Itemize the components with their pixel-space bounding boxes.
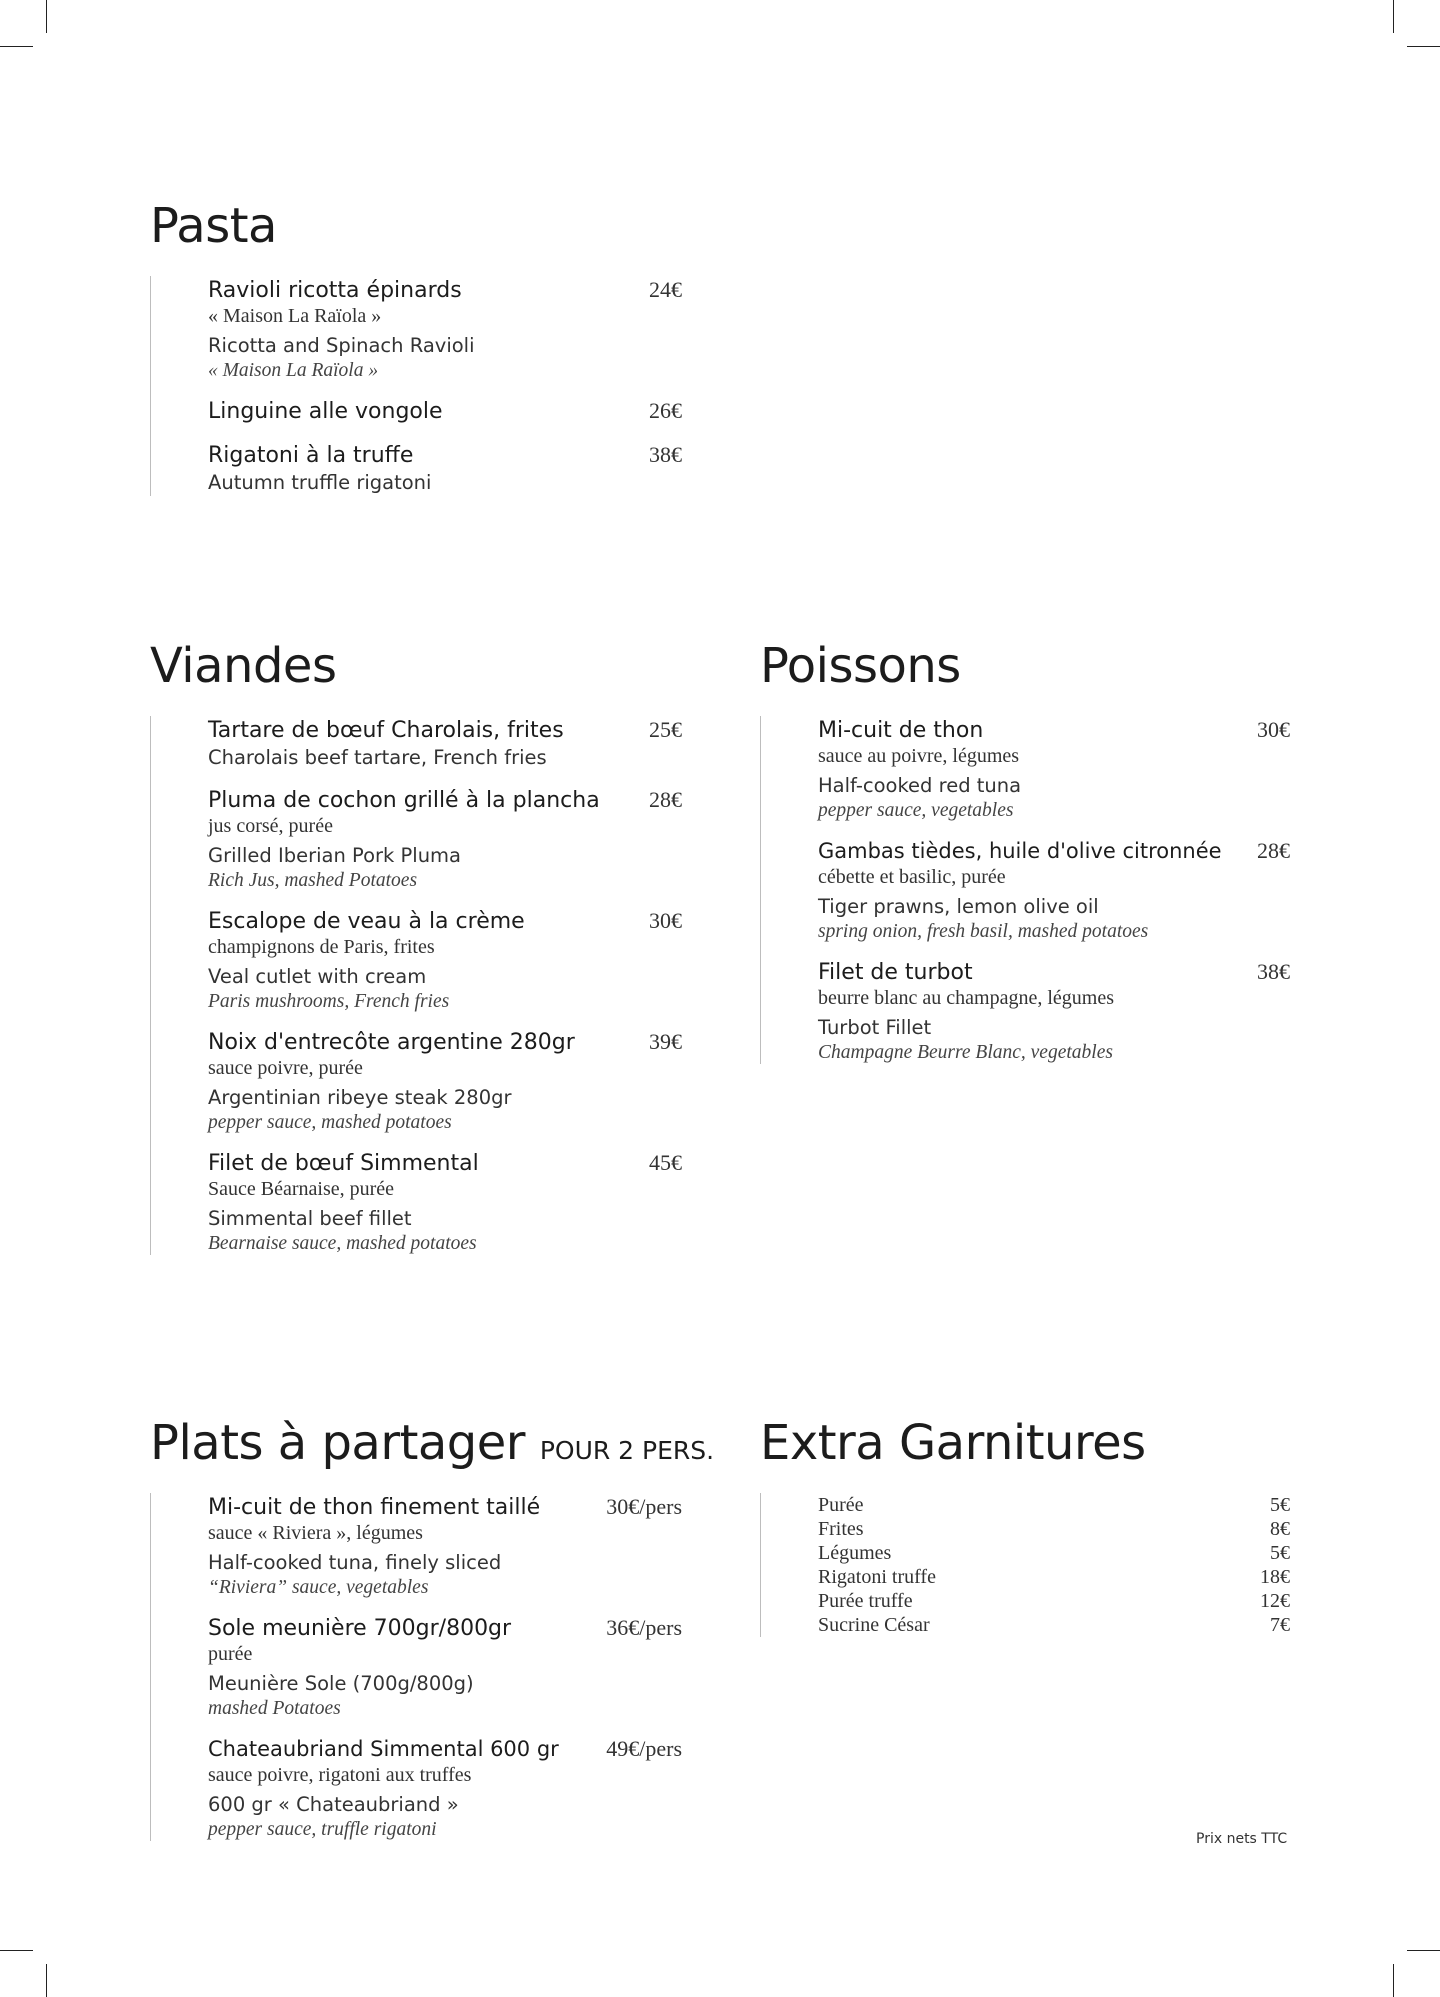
dish-description-english: “Riviera” sauce, vegetables xyxy=(208,1577,429,1598)
extras-list xyxy=(760,1493,1290,1637)
dish-name-english: Half-cooked tuna, finely sliced xyxy=(208,1551,502,1574)
extra-item xyxy=(818,1541,1290,1565)
section-extra-garnitures xyxy=(760,1415,1290,1637)
dish-description-english: pepper sauce, truffle rigatoni xyxy=(208,1819,437,1840)
extra-price: 5€ xyxy=(1270,1494,1290,1516)
section-poissons xyxy=(760,638,1290,1064)
menu-item xyxy=(818,837,1290,943)
dish-name: Mi-cuit de thon xyxy=(818,718,984,743)
dish-price: 26€ xyxy=(649,398,682,423)
menu-item xyxy=(818,716,1290,822)
extra-name: Rigatoni truffe xyxy=(818,1566,936,1588)
section-title: Poissons xyxy=(760,638,961,694)
dish-name-english: Argentinian ribeye steak 280gr xyxy=(208,1086,512,1109)
crop-mark xyxy=(1393,0,1394,33)
dish-name-english: Tiger prawns, lemon olive oil xyxy=(818,895,1099,918)
dish-description-english: pepper sauce, vegetables xyxy=(818,800,1014,821)
menu-item xyxy=(208,1735,682,1841)
dish-name: Gambas tièdes, huile d'olive citronnée xyxy=(818,839,1222,863)
menu-item xyxy=(208,397,682,426)
dish-price: 30€ xyxy=(649,908,682,933)
section-title xyxy=(150,1415,715,1471)
extra-name: Purée xyxy=(818,1494,864,1516)
dish-name: Chateaubriand Simmental 600 gr xyxy=(208,1737,559,1761)
extra-price: 5€ xyxy=(1270,1542,1290,1564)
dish-name-english: Charolais beef tartare, French fries xyxy=(208,746,547,769)
dish-description: purée xyxy=(208,1643,253,1665)
section-title-suffix: POUR 2 PERS. xyxy=(539,1436,715,1465)
menu-item xyxy=(208,1028,682,1134)
dish-price: 36€/pers xyxy=(606,1615,682,1640)
dish-description: Sauce Béarnaise, purée xyxy=(208,1178,395,1200)
dish-price: 30€ xyxy=(1257,717,1290,742)
dish-name-english: Grilled Iberian Pork Pluma xyxy=(208,844,462,867)
dish-description-english: « Maison La Raïola » xyxy=(208,360,379,381)
dish-description: beurre blanc au champagne, légumes xyxy=(818,987,1114,1009)
dish-name: Filet de bœuf Simmental xyxy=(208,1151,479,1176)
dish-name: Filet de turbot xyxy=(818,960,973,985)
extra-price: 18€ xyxy=(1260,1566,1290,1588)
section-pasta xyxy=(150,198,682,496)
dish-name: Rigatoni à la truffe xyxy=(208,443,414,468)
dish-price: 28€ xyxy=(1257,838,1290,863)
crop-mark xyxy=(1407,46,1440,47)
extra-item xyxy=(818,1589,1290,1613)
section-title: Pasta xyxy=(150,198,277,254)
dish-price: 38€ xyxy=(1257,959,1290,984)
crop-mark xyxy=(0,1950,33,1951)
menu-item xyxy=(208,1493,682,1599)
crop-mark xyxy=(1393,1964,1394,1997)
menu-item xyxy=(208,786,682,892)
dish-name: Linguine alle vongole xyxy=(208,399,443,424)
dish-price: 45€ xyxy=(649,1150,682,1175)
extra-name: Légumes xyxy=(818,1542,892,1564)
dish-price: 38€ xyxy=(649,442,682,467)
menu-items-list xyxy=(150,276,682,496)
dish-description: « Maison La Raïola » xyxy=(208,305,382,327)
dish-description: jus corsé, purée xyxy=(208,815,333,837)
section-title: Extra Garnitures xyxy=(760,1415,1146,1471)
dish-name: Noix d'entrecôte argentine 280gr xyxy=(208,1030,575,1055)
dish-name-english: Autumn truffle rigatoni xyxy=(208,471,432,494)
dish-price: 30€/pers xyxy=(606,1494,682,1519)
menu-items-list xyxy=(150,716,682,1255)
extra-name: Purée truffe xyxy=(818,1590,913,1612)
crop-mark xyxy=(46,0,47,33)
dish-name-english: Ricotta and Spinach Ravioli xyxy=(208,334,475,357)
menu-item xyxy=(208,1149,682,1255)
dish-description: cébette et basilic, purée xyxy=(818,866,1006,888)
dish-name-english: 600 gr « Chateaubriand » xyxy=(208,1793,459,1816)
menu-items-list xyxy=(150,1493,682,1841)
menu-item xyxy=(208,276,682,382)
dish-description-english: Bearnaise sauce, mashed potatoes xyxy=(208,1233,477,1254)
dish-description-english: spring onion, fresh basil, mashed potatoes xyxy=(818,921,1149,942)
crop-mark xyxy=(1407,1950,1440,1951)
extra-item xyxy=(818,1493,1290,1517)
dish-description-english: Paris mushrooms, French fries xyxy=(208,991,450,1012)
dish-name-english: Veal cutlet with cream xyxy=(208,965,427,988)
extra-price: 8€ xyxy=(1270,1518,1290,1540)
extra-name: Frites xyxy=(818,1518,864,1540)
menu-item xyxy=(818,958,1290,1064)
extra-item xyxy=(818,1517,1290,1541)
dish-description: sauce poivre, rigatoni aux truffes xyxy=(208,1764,472,1786)
section-plats-a-partager xyxy=(150,1415,715,1841)
section-viandes xyxy=(150,638,682,1255)
extra-price: 12€ xyxy=(1260,1590,1290,1612)
footer-note: Prix nets TTC xyxy=(1196,1831,1288,1847)
dish-name-english: Simmental beef fillet xyxy=(208,1207,412,1230)
dish-description-english: Champagne Beurre Blanc, vegetables xyxy=(818,1042,1113,1063)
dish-description: sauce « Riviera », légumes xyxy=(208,1522,423,1544)
dish-name-english: Half-cooked red tuna xyxy=(818,774,1022,797)
dish-name-english: Meunière Sole (700g/800g) xyxy=(208,1672,474,1695)
dish-description-english: mashed Potatoes xyxy=(208,1698,341,1719)
dish-description-english: pepper sauce, mashed potatoes xyxy=(208,1112,452,1133)
dish-price: 25€ xyxy=(649,717,682,742)
dish-name: Mi-cuit de thon finement taillé xyxy=(208,1495,541,1520)
menu-item xyxy=(208,441,682,496)
menu-items-list xyxy=(760,716,1290,1064)
menu-item xyxy=(208,716,682,771)
dish-description: sauce poivre, purée xyxy=(208,1057,363,1079)
dish-price: 49€/pers xyxy=(606,1736,682,1761)
extra-item xyxy=(818,1613,1290,1637)
menu-item xyxy=(208,907,682,1013)
dish-price: 24€ xyxy=(649,277,682,302)
extra-name: Sucrine César xyxy=(818,1614,930,1636)
crop-mark xyxy=(0,46,33,47)
extra-price: 7€ xyxy=(1270,1614,1290,1636)
extra-item xyxy=(818,1565,1290,1589)
dish-name: Pluma de cochon grillé à la plancha xyxy=(208,788,600,813)
dish-name: Ravioli ricotta épinards xyxy=(208,278,462,303)
dish-description: champignons de Paris, frites xyxy=(208,936,435,958)
dish-description-english: Rich Jus, mashed Potatoes xyxy=(208,870,418,891)
crop-mark xyxy=(46,1964,47,1997)
dish-description: sauce au poivre, légumes xyxy=(818,745,1020,767)
menu-item xyxy=(208,1614,682,1720)
dish-price: 28€ xyxy=(649,787,682,812)
dish-name: Sole meunière 700gr/800gr xyxy=(208,1616,512,1641)
section-title: Viandes xyxy=(150,638,337,694)
dish-name: Tartare de bœuf Charolais, frites xyxy=(208,718,564,743)
dish-price: 39€ xyxy=(649,1029,682,1054)
dish-name-english: Turbot Fillet xyxy=(818,1016,932,1039)
dish-name: Escalope de veau à la crème xyxy=(208,909,525,934)
section-title-text: Plats à partager xyxy=(150,1415,526,1471)
